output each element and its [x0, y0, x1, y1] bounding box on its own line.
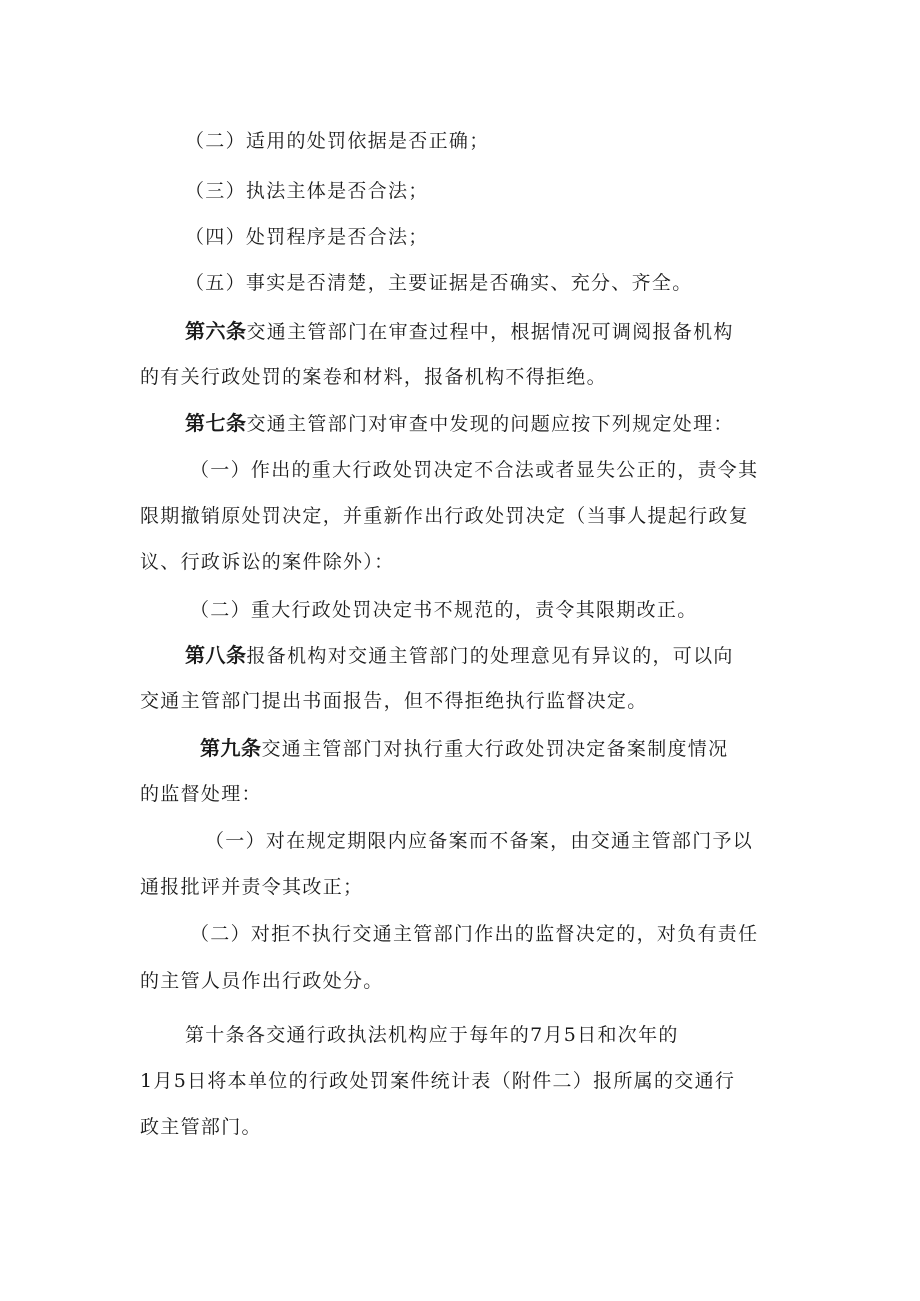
article-6-text: 交通主管部门在审查过程中，根据情况可调阅报备机构: [246, 321, 734, 343]
article-9-item-1-line-1: （一）对在规定期限内应备案而不备案，由交通主管部门予以: [205, 830, 754, 852]
article-8-line-1: [185, 642, 734, 669]
article-7-item-1-line-1: （一）作出的重大行政处罚决定不合法或者显失公正的，责令其: [190, 459, 759, 481]
article-9-heading: 第九条: [200, 736, 262, 760]
item-5: （五）事实是否清楚，主要证据是否确实、充分、齐全。: [185, 272, 693, 294]
article-7-item-1-line-2: 限期撤销原处罚决定，并重新作出行政处罚决定（当事人提起行政复: [140, 505, 750, 527]
article-9-line-1: [200, 735, 728, 762]
article-10-line-2: 1月5日将本单位的行政处罚案件统计表（附件二）报所属的交通行: [140, 1070, 736, 1092]
article-6-line-2: 的有关行政处罚的案卷和材料，报备机构不得拒绝。: [140, 366, 607, 388]
article-10-line-3: 政主管部门。: [140, 1116, 262, 1138]
article-7-item-2: （二）重大行政处罚决定书不规范的，责令其限期改正。: [190, 599, 698, 621]
article-7-text: 交通主管部门对审查中发现的问题应按下列规定处理：: [246, 413, 734, 435]
article-9-item-1-line-2: 通报批评并责令其改正；: [140, 876, 364, 898]
item-4: （四）处罚程序是否合法；: [185, 226, 429, 248]
item-2: （二）适用的处罚依据是否正确；: [185, 130, 490, 152]
article-10-line-1: 第十条各交通行政执法机构应于每年的7月5日和次年的: [185, 1024, 679, 1046]
article-9-text: 交通主管部门对执行重大行政处罚决定备案制度情况: [261, 738, 729, 760]
article-7-heading: 第七条: [185, 411, 247, 435]
article-9-line-2: 的监督处理：: [140, 783, 262, 805]
article-9-item-2-line-1: （二）对拒不执行交通主管部门作出的监督决定的，对负有责任: [190, 923, 759, 945]
article-7-item-1-line-3: 议、行政诉讼的案件除外）：: [140, 551, 395, 573]
article-8-text: 报备机构对交通主管部门的处理意见有异议的，可以向: [246, 645, 734, 667]
article-6-line-1: [185, 318, 734, 345]
item-3: （三）执法主体是否合法；: [185, 180, 429, 202]
article-8-heading: 第八条: [185, 643, 247, 667]
article-6-heading: 第六条: [185, 319, 247, 343]
article-7-line-1: [185, 410, 734, 437]
article-8-line-2: 交通主管部门提出书面报告，但不得拒绝执行监督决定。: [140, 690, 648, 712]
article-9-item-2-line-2: 的主管人员作出行政处分。: [140, 970, 384, 992]
